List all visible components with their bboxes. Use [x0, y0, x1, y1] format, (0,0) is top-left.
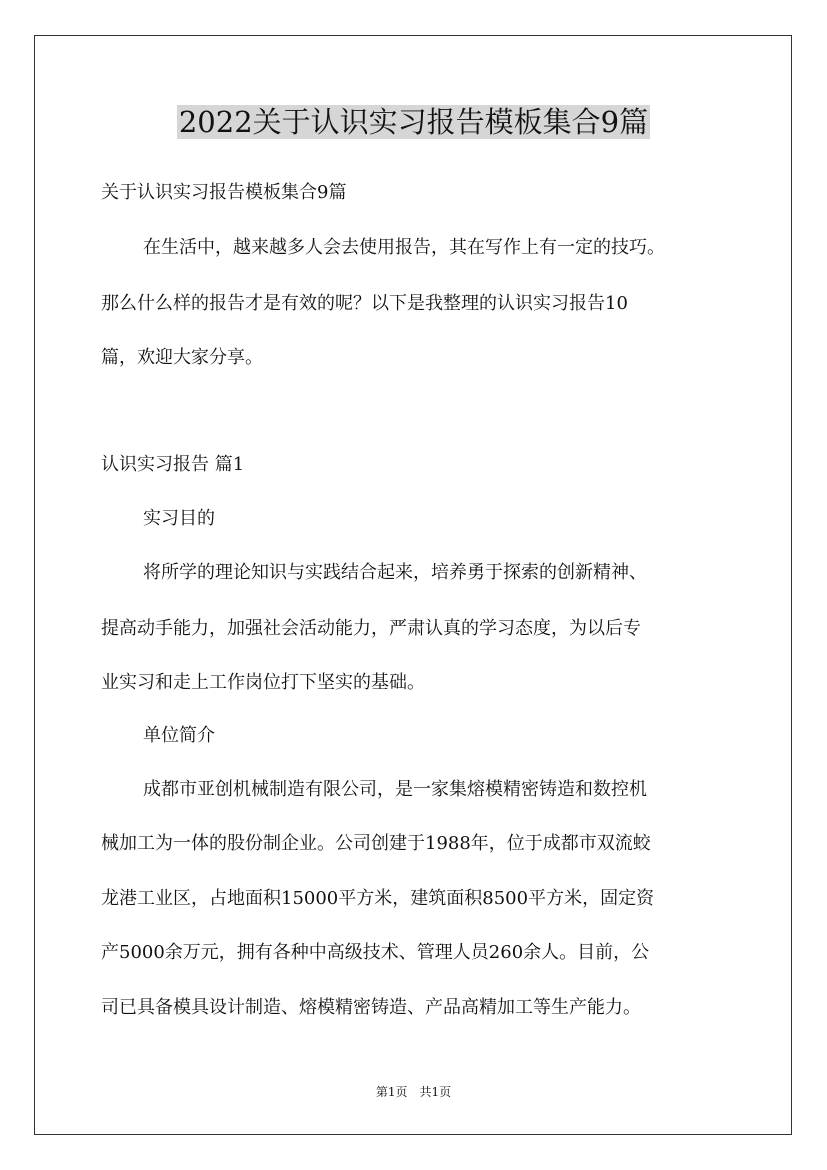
document-subtitle: 关于认识实习报告模板集合9篇	[101, 182, 347, 203]
page-footer: 第1页 共1页	[375, 1085, 452, 1099]
purpose-line-3: 业实习和走上工作岗位打下坚实的基础。	[101, 672, 425, 693]
intro-line-3: 篇，欢迎大家分享。	[101, 347, 263, 368]
section-heading: 认识实习报告 篇1	[101, 454, 245, 475]
company-heading: 单位简介	[143, 725, 215, 746]
intro-line-1: 在生活中，越来越多人会去使用报告，其在写作上有一定的技巧。	[143, 237, 665, 258]
company-line-2: 械加工为一体的股份制企业。公司创建于1988年，位于成都市双流蛟	[101, 833, 651, 854]
document-title	[0, 100, 827, 144]
company-line-4: 产5000余万元，拥有各种中高级技术、管理人员260余人。目前，公	[101, 942, 650, 963]
purpose-line-1: 将所学的理论知识与实践结合起来，培养勇于探索的创新精神、	[143, 562, 647, 583]
purpose-heading: 实习目的	[143, 508, 215, 529]
purpose-line-2: 提高动手能力，加强社会活动能力，严肃认真的学习态度，为以后专	[101, 618, 641, 639]
company-line-5: 司已具备模具设计制造、熔模精密铸造、产品高精加工等生产能力。	[101, 997, 641, 1018]
intro-line-2: 那么什么样的报告才是有效的呢？以下是我整理的认识实习报告10	[101, 293, 628, 314]
company-line-3: 龙港工业区，占地面积15000平方米，建筑面积8500平方米，固定资	[101, 888, 655, 909]
company-line-1: 成都市亚创机械制造有限公司，是一家集熔模精密铸造和数控机	[143, 779, 647, 800]
document-title-text: 2022关于认识实习报告模板集合9篇	[178, 105, 649, 139]
